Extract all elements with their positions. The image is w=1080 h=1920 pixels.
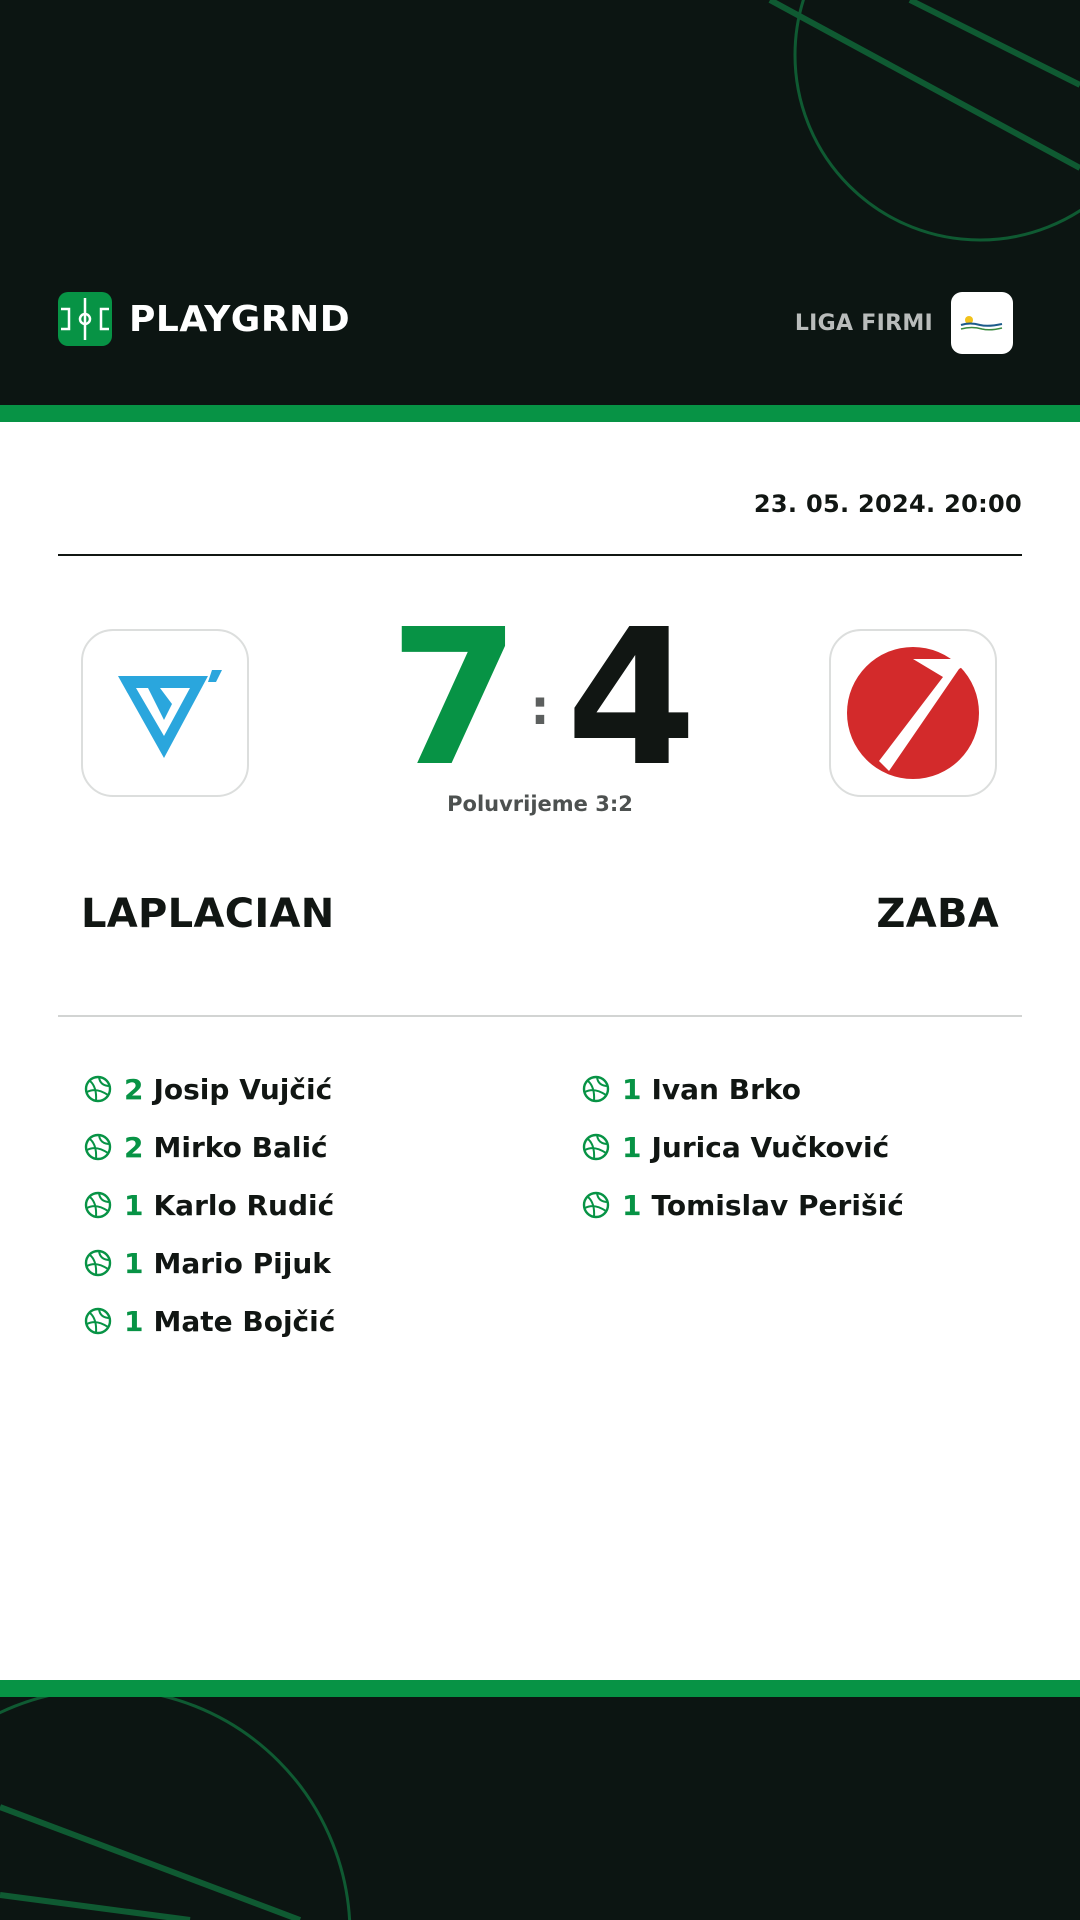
header-accent-stripe [0, 405, 1080, 422]
home-team-name: LAPLACIAN [81, 891, 335, 937]
soccer-ball-icon [84, 1075, 112, 1103]
soccer-ball-icon [84, 1133, 112, 1161]
soccer-ball-icon [84, 1249, 112, 1277]
scorer-item [582, 1118, 904, 1176]
player-name: Mario Pijuk [153, 1246, 331, 1280]
soccer-ball-icon [84, 1307, 112, 1335]
divider [58, 554, 1022, 556]
scorer-item [582, 1176, 904, 1234]
away-score: 4 [566, 589, 697, 808]
header-band [0, 0, 1080, 405]
brand[interactable] [58, 292, 350, 346]
soccer-field-icon [58, 292, 112, 346]
laplacian-logo [100, 658, 230, 768]
goal-count: 1 [622, 1072, 642, 1106]
scorer-item [84, 1176, 335, 1234]
away-team-name: ZABA [876, 891, 999, 937]
scorer-item [84, 1060, 335, 1118]
soccer-ball-icon [582, 1075, 610, 1103]
goal-count: 1 [622, 1188, 642, 1222]
player-name: Josip Vujčić [153, 1072, 333, 1106]
home-score: 7 [389, 589, 520, 808]
scorer-item [84, 1118, 335, 1176]
goal-count: 1 [622, 1130, 642, 1164]
scorer-item [84, 1292, 335, 1350]
footer-accent-stripe [0, 1680, 1080, 1697]
away-scorers-list [582, 1060, 904, 1234]
player-name: Karlo Rudić [153, 1188, 335, 1222]
scorer-item [582, 1060, 904, 1118]
divider [58, 1015, 1022, 1017]
footer-band [0, 1697, 1080, 1920]
match-date: 23. 05. 2024. 20:00 [753, 490, 1022, 518]
home-team-logo[interactable] [81, 629, 249, 797]
scorer-item [84, 1234, 335, 1292]
goal-count: 1 [124, 1304, 144, 1338]
soccer-ball-icon [84, 1191, 112, 1219]
zaba-logo [843, 643, 983, 783]
league [795, 292, 1013, 354]
soccer-ball-icon [582, 1191, 610, 1219]
brand-name: PLAYGRND [129, 298, 351, 340]
player-name: Mirko Balić [153, 1130, 328, 1164]
goal-count: 1 [124, 1188, 144, 1222]
score-separator: : [530, 680, 550, 736]
player-name: Ivan Brko [651, 1072, 801, 1106]
home-scorers-list [84, 1060, 335, 1350]
player-name: Mate Bojčić [153, 1304, 336, 1338]
league-label: LIGA FIRMI [794, 310, 933, 336]
goal-count: 2 [124, 1072, 144, 1106]
suncity-logo [951, 292, 1013, 354]
soccer-ball-icon [582, 1133, 610, 1161]
halftime-score: Poluvrijeme 3:2 [447, 792, 633, 816]
goal-count: 2 [124, 1130, 144, 1164]
field-lines-decoration [0, 1697, 1080, 1920]
player-name: Tomislav Perišić [651, 1188, 904, 1222]
player-name: Jurica Vučković [651, 1130, 890, 1164]
away-team-logo[interactable] [829, 629, 997, 797]
goal-count: 1 [124, 1246, 144, 1280]
